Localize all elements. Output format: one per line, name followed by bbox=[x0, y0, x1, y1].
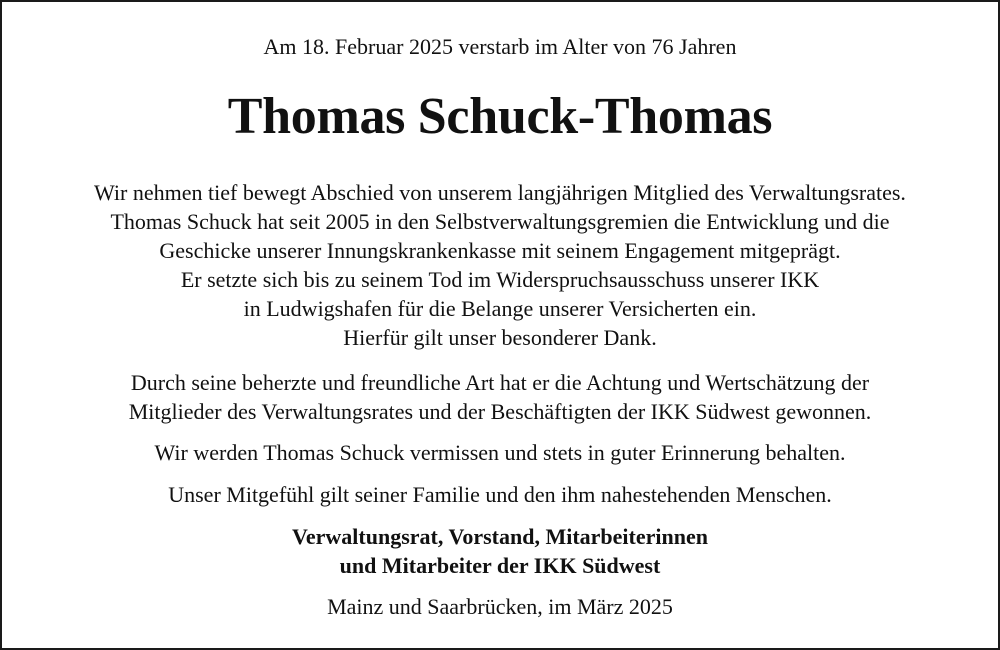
tribute-line: Er setzte sich bis zu seinem Tod im Widerspruchsausschuss unserer IKK bbox=[180, 267, 820, 292]
deceased-name: Thomas Schuck-Thomas bbox=[227, 88, 773, 145]
death-announcement-line: Am 18. Februar 2025 verstarb im Alter von 76 Jahren bbox=[263, 34, 737, 59]
signatory-line: und Mitarbeiter der IKK Südwest bbox=[339, 553, 661, 578]
tribute-line: Geschicke unserer Innungskrankenkasse mit seinem Engagement mitgeprägt. bbox=[159, 238, 841, 263]
tribute-line: Thomas Schuck hat seit 2005 in den Selbstverwaltungsgremien die Entwicklung und die bbox=[110, 209, 890, 234]
tribute-line: Hierfür gilt unser besonderer Dank. bbox=[343, 325, 657, 350]
tribute-line: in Ludwigshafen für die Belange unserer Versicherten ein. bbox=[243, 296, 757, 321]
signatory-line: Verwaltungsrat, Vorstand, Mitarbeiterinnen bbox=[292, 524, 708, 549]
tribute-line: Wir nehmen tief bewegt Abschied von unserem langjährigen Mitglied des Verwaltungsrates. bbox=[94, 180, 906, 205]
character-line: Durch seine beherzte und freundliche Art hat er die Achtung und Wertschätzung der bbox=[130, 370, 870, 395]
condolence-paragraph bbox=[2, 480, 998, 509]
condolence-line: Unser Mitgefühl gilt seiner Familie und den ihm nahestehenden Menschen. bbox=[168, 482, 832, 507]
signatories bbox=[2, 522, 998, 580]
place-and-date: Mainz und Saarbrücken, im März 2025 bbox=[327, 594, 673, 619]
character-paragraph bbox=[2, 368, 998, 426]
remembrance-line: Wir werden Thomas Schuck vermissen und stets in guter Erinnerung behalten. bbox=[154, 440, 846, 465]
tribute-paragraph bbox=[2, 178, 998, 352]
remembrance-paragraph bbox=[2, 438, 998, 467]
character-line: Mitglieder des Verwaltungsrates und der Beschäftigten der IKK Südwest gewonnen. bbox=[128, 399, 872, 424]
